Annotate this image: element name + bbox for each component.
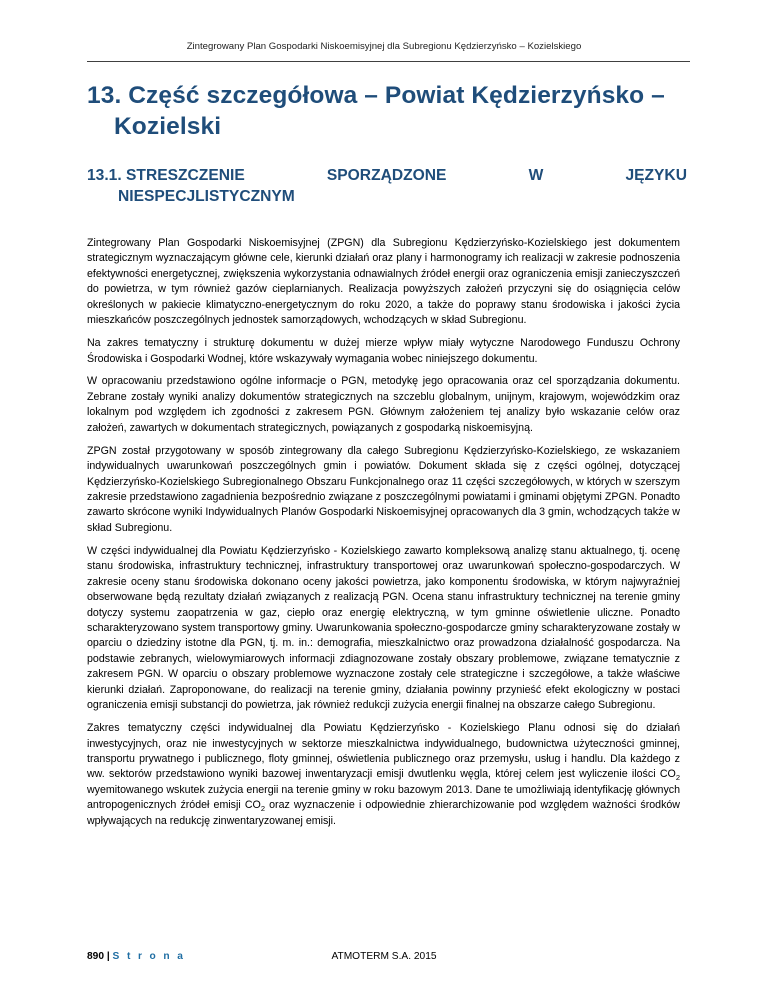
co2-subscript: 2 (260, 804, 265, 814)
paragraph-6-part-1: Zakres tematyczny części indywidualnej dla Powiatu Kędzierzyńsko - Kozielskiego Planu odnosi się do działań inwestycyjnych, oraz nie inwestycyjnych w sektorze mieszkalnictwa indywidualnego, budownictwa użyteczności gminnej, transportu prywatnego i publicznego, floty gminnej, oświetlenia publicznego oraz przemysłu, usług i handlu. Dla każdego z ww. sektorów przedstawiono wyniki bazowej inwentaryzacji emisji dwutlenku węgla, której celem jest wyliczenie ilości CO (87, 722, 680, 781)
footer-company: ATMOTERM S.A. 2015 (331, 951, 437, 962)
chapter-title-line-2: Kozielski (114, 113, 222, 140)
section-word-1: STRESZCZENIE (126, 167, 245, 184)
paragraph-6-part-2: wyemitowanego wskutek zużycia energii na terenie gminy w roku bazowym 2013. Dane te umożliwiają identyfikację głównych antropogenicznych źródeł emisji CO (87, 783, 680, 812)
paragraph-1: Zintegrowany Plan Gospodarki Niskoemisyjnej (ZPGN) dla Subregionu Kędzierzyńsko-Kozielskiego jest dokumentem strategicznym wyznaczającym główne cele, kierunki działań oraz plany i harmonogramy ich realizacji w zakresie podnoszenia efektywności energetycznej, zwiększenia wykorzystania odnawialnych źródeł energii oraz ograniczenia emisji zanieczyszczeń do powietrza, w tym również gazów cieplarnianych. Realizacja powyższych założeń przyczyni się do osiągnięcia celów określonych w pakiecie klimatyczno-energetycznym do roku 2020, a także do poprawy stanu środowiska i jakości życia mieszkańców poszczególnych jednostek samorządowych, wchodzących w skład Subregionu. (87, 237, 680, 327)
running-header: Zintegrowany Plan Gospodarki Niskoemisyjnej dla Subregionu Kędzierzyńsko – Kozielskiego (186, 41, 582, 52)
section-number: 13.1. (87, 167, 122, 184)
section-title-line-1 (87, 165, 687, 186)
chapter-title-line-1: 13. Część szczegółowa – Powiat Kędzierzyńsko – (87, 82, 665, 109)
page-number-separator: | (104, 951, 113, 962)
page-footer (0, 951, 768, 967)
section-word-2: SPORZĄDZONE (326, 167, 447, 184)
paragraph-6 (87, 721, 680, 829)
section-word-3: W (528, 167, 544, 184)
paragraph-2: Na zakres tematyczny i strukturę dokumentu w dużej mierze wpływ miały wytyczne Narodowego Funduszu Ochrony Środowiska i Gospodarki Wodnej, które wskazywały wymagania wobec niniejszego dokumentu. (87, 337, 680, 365)
paragraph-4: ZPGN został przygotowany w sposób zintegrowany dla całego Subregionu Kędzierzyńsko-Kozielskiego, ze wskazaniem indywidualnych uwarunkowań poszczególnych gmin i powiatów. Dokument składa się z części ogólnej, dotyczącej Kędzierzyńsko-Kozielskiego Subregionalnego Obszaru Funkcjonalnego oraz 11 części szczegółowych, w których w szerszym zakresie przedstawiono zagadnienia bezpośrednio związane z poszczególnymi powiatami i gminami objętymi ZPGN. Ponadto zawarto skrócone wyniki Indywidualnych Planów Gospodarki Niskoemisyjnej opracowanych dla 3 gmin, wchodzących także w skład Subregionu. (87, 444, 680, 534)
body-text (87, 236, 680, 837)
co2-subscript: 2 (675, 773, 680, 783)
section-word-4: JĘZYKU (625, 167, 687, 184)
page-number-value: 890 (87, 951, 104, 962)
paragraph-6-part-3: oraz wyznaczenie i odpowiednie zhierarchizowanie pod względem ważności środków wpływających na redukcję zinwentaryzowanej emisji. (87, 799, 680, 827)
paragraph-3: W opracowaniu przedstawiono ogólne informacje o PGN, metodykę jego opracowania oraz cel sporządzania dokumentu. Zebrane zostały wyniki analizy dokumentów strategicznych na szczeblu globalnym, unijnym, krajowym, wojewódzkim oraz lokalnym pod względem ich zgodności z zakresem PGN. Głównym założeniem tej analizy było wskazanie celów oraz założeń, zawartych w dokumentach strategicznych, powiązanych z gospodarką niskoemisyjną. (87, 375, 680, 434)
section-title (87, 165, 687, 207)
header-divider (87, 61, 690, 62)
page-word: S t r o n a (112, 951, 186, 962)
paragraph-5: W części indywidualnej dla Powiatu Kędzierzyńsko - Kozielskiego zawarto kompleksową analizę stanu aktualnego, tj. ocenę stanu środowiska, infrastruktury technicznej, infrastruktury transportowej oraz uwarunkowań społeczno-gospodarczych. W zakresie oceny stanu środowiska dokonano oceny jakości powietrza, jako komponentu środowiska, w którym najwyraźniej obserwowane będą rezultaty działań związanych z realizacją PGN. Ocena stanu infrastruktury technicznej na terenie gminy dotyczy systemu zaopatrzenia w gaz, ciepło oraz energię elektryczną, w tym gminne oświetlenie uliczne. Ponadto scharakteryzowano system transportowy gminy. Uwarunkowania społeczno-gospodarcze gminy scharakteryzowane zostały w oparciu o dziedziny istotne dla PGN, tj. m. in.: demografia, mieszkalnictwo oraz prowadzona działalność gospodarcza. Na podstawie zebranych, wielowymiarowych informacji zdiagnozowane zostały obszary problemowe, związane tematycznie z zakresem PGN. W oparciu o obszary problemowe wyznaczone zostały cele strategiczne i szczegółowe, a także właściwe kierunki działań. Zaproponowane, do realizacji na terenie gminy, działania powinny przynieść efekt ekologiczny w postaci ograniczenia emisji substancji do powietrza, jak również redukcji zużycia energii finalnej na obszarze całego Subregionu. (87, 544, 680, 712)
section-title-number-and-word (87, 165, 245, 186)
section-title-line-2: NIESPECJLISTYCZNYM (118, 188, 295, 205)
chapter-title (87, 80, 707, 142)
